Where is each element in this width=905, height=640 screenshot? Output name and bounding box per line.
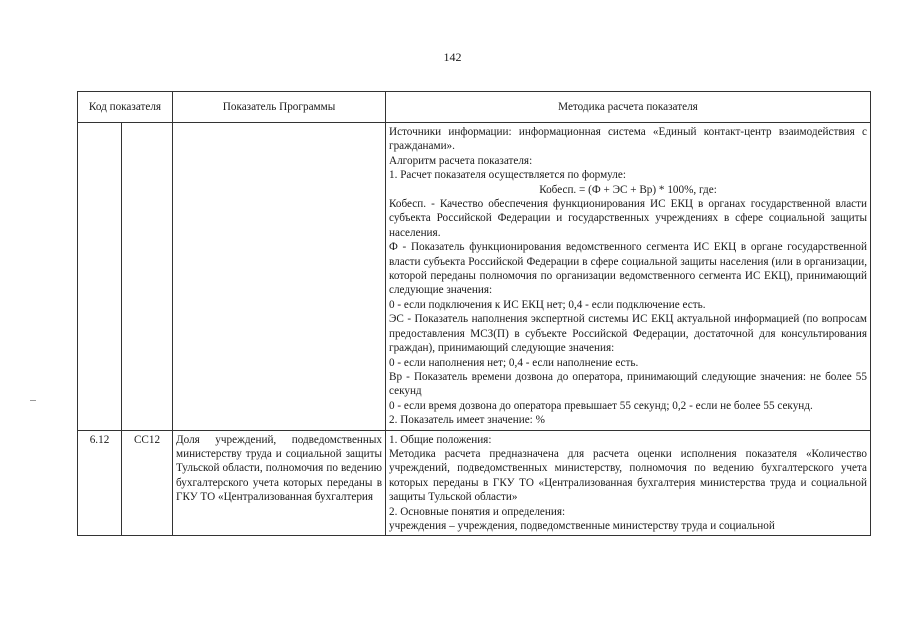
row-code-cell	[122, 123, 173, 431]
row-code-cell: СС12	[122, 430, 173, 536]
method-paragraph: 0 - если подключения к ИС ЕКЦ нет; 0,4 - если подключение есть.	[389, 298, 706, 311]
method-paragraph: Источники информации: информационная система «Единый контакт-центр взаимодействия с гражданами».	[389, 126, 867, 153]
indicator-table	[77, 91, 871, 536]
row-indicator-cell: Доля учреждений, подведомственных министерству труда и социальной защиты Тульской области, полномочия по ведению бухгалтерского учета которых переданы в ГКУ ТО «Централизованная бухгалтерия	[173, 430, 386, 536]
table-row	[78, 430, 871, 536]
header-indicator: Показатель Программы	[173, 92, 386, 123]
method-paragraph: Вр - Показатель времени дозвона до оператора, принимающий следующие значения: не более 55 секунд	[389, 370, 867, 398]
method-paragraph: 2. Показатель имеет значение: %	[389, 414, 545, 427]
method-paragraph: 1. Общие положения:	[389, 433, 492, 446]
method-paragraph: 0 - если наполнения нет; 0,4 - если наполнение есть.	[389, 356, 639, 369]
method-paragraph: учреждения – учреждения, подведомственные министерству труда и социальной	[389, 519, 775, 532]
row-method-cell	[386, 123, 871, 431]
method-paragraph: ЭС - Показатель наполнения экспертной системы ИС ЕКЦ актуальной информацией (по вопросам предоставления МСЗ(П) в субъекте Российской Федерации, достаточной для консультирования граждан), принимающий следующие значения:	[389, 313, 867, 355]
method-paragraph: Кобесп. - Качество обеспечения функционирования ИС ЕКЦ в органах государственной власти субъекта Российской Федерации и государственных учреждениях в сфере социальной защиты населения.	[389, 198, 867, 239]
method-formula: Кобесп. = (Ф + ЭС + Вр) * 100%, где:	[539, 183, 717, 196]
row-indicator-cell	[173, 123, 386, 431]
method-paragraph: Алгоритм расчета показателя:	[389, 154, 533, 167]
page-number: 142	[443, 50, 462, 64]
table-row	[78, 123, 871, 431]
method-paragraph: 1. Расчет показателя осуществляется по формуле:	[389, 169, 626, 182]
header-method: Методика расчета показателя	[386, 92, 871, 123]
row-method-cell	[386, 430, 871, 536]
method-paragraph: Ф - Показатель функционирования ведомственного сегмента ИС ЕКЦ в органе государственной власти субъекта Российской Федерации в сфере социальной защиты населения (или в организации, которой переданы полномочия по организации ведомственного сегмента ИС ЕКЦ), принимающий следующие значения:	[389, 241, 867, 297]
row-number-cell: 6.12	[78, 430, 122, 536]
method-paragraph: 2. Основные понятия и определения:	[389, 505, 566, 518]
row-number-cell	[78, 123, 122, 431]
method-paragraph: 0 - если время дозвона до оператора превышает 55 секунд; 0,2 - если не более 55 секунд.	[389, 399, 813, 412]
table-header-row	[78, 92, 871, 123]
header-code: Код показателя	[78, 92, 173, 123]
margin-mark	[30, 400, 36, 401]
method-paragraph: Методика расчета предназначена для расчета оценки исполнения показателя «Количество учреждений, подведомственных министерству, полномочия по ведению бухгалтерского учета которых переданы в ГКУ ТО «Централизованная бухгалтерия министерства труда и социальной защиты Тульской области»	[389, 447, 867, 504]
